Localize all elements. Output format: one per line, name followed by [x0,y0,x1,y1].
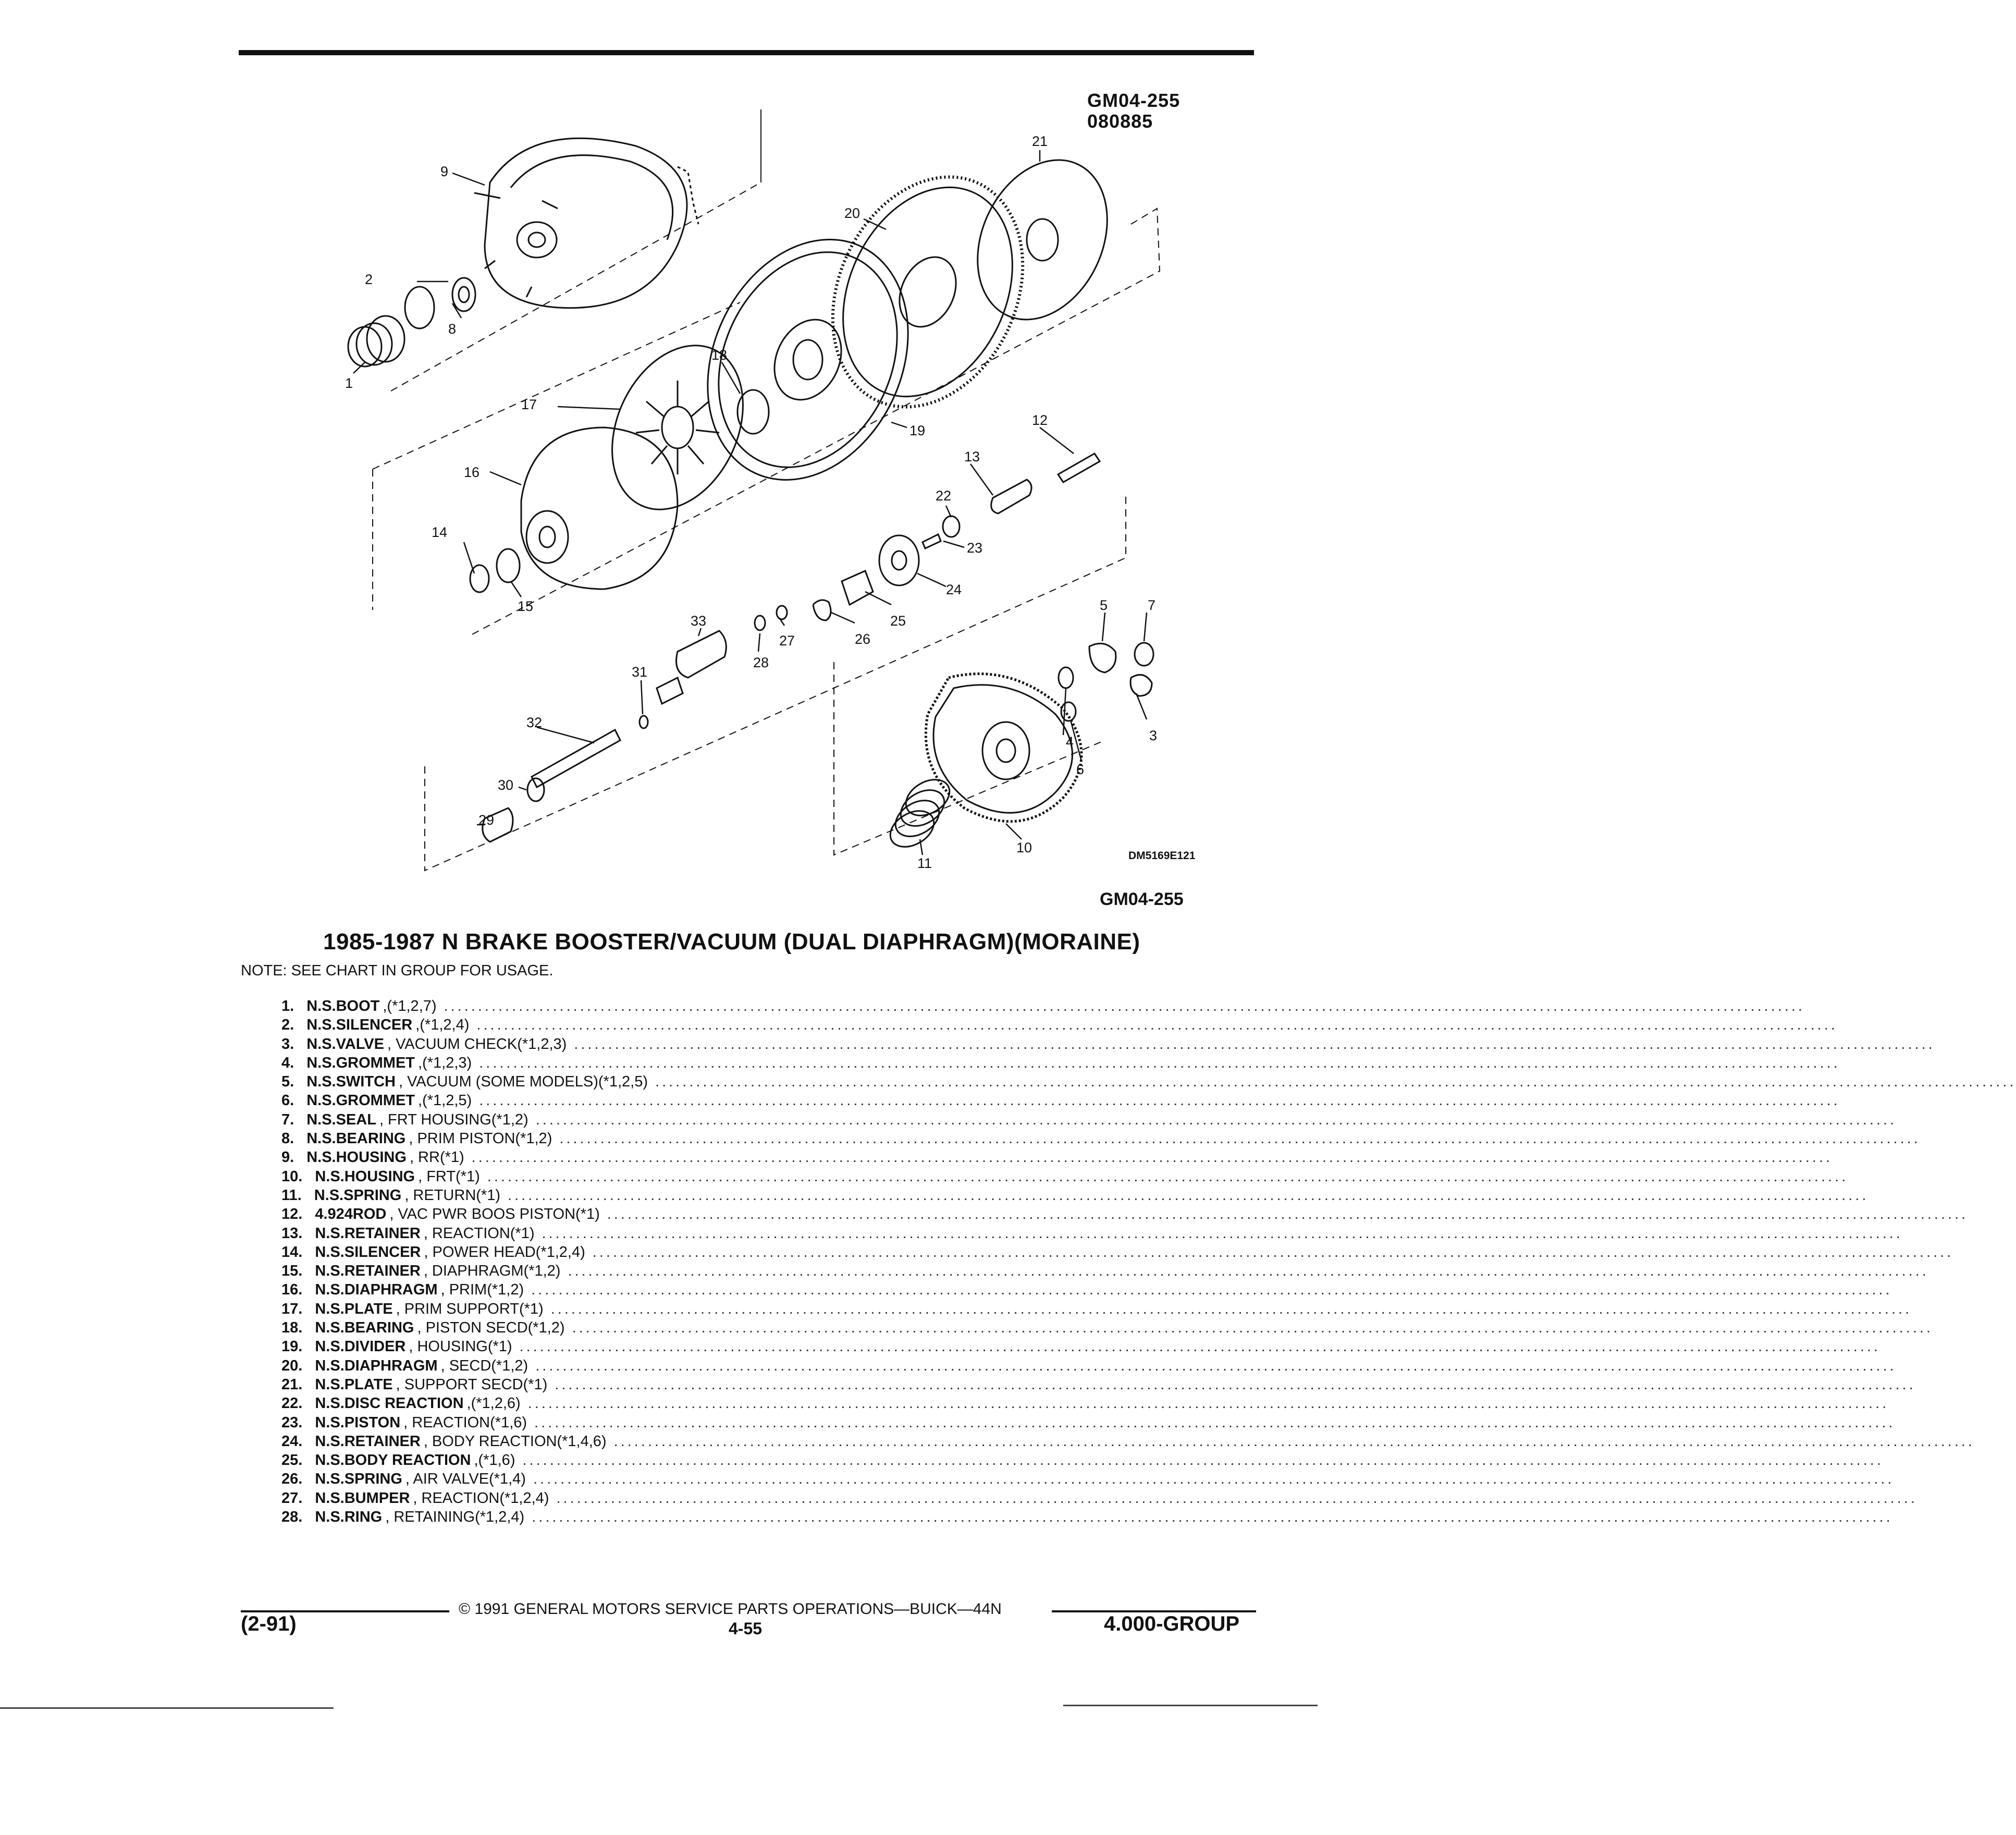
dot-leader: ........................................................................................................................................................................................................ [555,1376,1916,1393]
dot-leader: ........................................................................................................................................................................................................ [519,1338,1880,1355]
part-number: 12. [281,1206,303,1223]
part-price: N.S. [315,1376,345,1393]
part-price: N.S. [315,1225,345,1242]
part-number: 11. [281,1186,302,1204]
part-name: RING [344,1509,383,1526]
switch-drawing [1089,643,1116,672]
dot-leader: ........................................................................................................................................................................................................ [655,1073,2016,1091]
part-number: 21. [281,1376,303,1393]
part-name: BODY REACTION [344,1452,471,1469]
part-description: , REACTION(*1,6) [403,1414,527,1431]
part-row [281,1148,1833,1167]
callout-12: 12 [1032,412,1048,428]
callout-24: 24 [946,582,962,597]
seal-drawing [1135,643,1153,666]
dot-leader: ........................................................................................................................................................................................................ [444,998,1805,1014]
part-price: N.S. [315,1471,345,1488]
part-price: N.S. [306,1017,336,1034]
part-description: , AIR VALVE(*1,4) [405,1471,526,1488]
part-name: GROMMET [336,1054,415,1071]
part-row [281,1091,1840,1110]
dot-leader: ........................................................................................................................................................................................................ [534,1414,1896,1431]
callout-6: 6 [1076,762,1085,777]
callout-25: 25 [890,613,906,629]
dot-leader: ........................................................................................................................................................................................................ [613,1433,1975,1450]
part-price: N.S. [315,1243,345,1261]
part-price: N.S. [315,1281,345,1299]
callout-17: 17 [521,397,537,412]
dot-leader: ........................................................................................................................................................................................................ [532,1509,1893,1526]
part-row [281,1356,1897,1375]
usage-note: NOTE: SEE CHART IN GROUP FOR USAGE. [241,962,554,979]
callout-13: 13 [964,449,980,464]
callout-26: 26 [855,631,871,647]
part-name: BEARING [344,1319,414,1337]
part-number: 15. [281,1263,303,1280]
dot-leader: ........................................................................................................................................................................................................ [568,1263,1929,1280]
callout-15: 15 [518,598,534,614]
callout-31: 31 [632,664,648,680]
part-name: SEAL [336,1111,376,1128]
part-price: N.S. [306,998,336,1014]
part-description: ,(*1,2,7) [383,998,437,1014]
part-price: N.S. [306,1054,336,1071]
dot-leader: ........................................................................................................................................................................................................ [507,1186,1869,1204]
retaining-ring-drawing [755,616,765,630]
dot-leader: ........................................................................................................................................................................................................ [533,1471,1895,1488]
part-name: BEARING [336,1130,406,1147]
part-row [281,1451,1884,1470]
part-row [281,1262,1929,1280]
part-description: , RETURN(*1) [404,1186,500,1204]
dot-leader: ........................................................................................................................................................................................................ [531,1281,1892,1299]
part-description: ,(*1,2,6) [466,1395,521,1412]
part-row [281,1205,1969,1224]
part-name: GROMMET [336,1092,415,1109]
part-row [281,1413,1896,1432]
part-price: N.S. [315,1300,345,1317]
callout-10: 10 [1016,840,1032,855]
part-description: , PISTON SECD(*1,2) [417,1319,565,1337]
callout-33: 33 [691,613,707,629]
part-number: 13. [281,1225,303,1242]
callout-3: 3 [1149,728,1158,743]
part-price: N.S. [306,1149,336,1166]
part-name: SILENCER [336,1017,413,1034]
part-description: ,(*1,2,5) [418,1092,472,1109]
part-name: HOUSING [344,1168,415,1185]
part-row [281,1016,1838,1034]
part-name: PISTON [344,1414,401,1431]
part-description: , REACTION(*1) [423,1225,535,1242]
callout-18: 18 [711,347,728,363]
retainer-body-reaction-drawing [879,535,919,585]
part-description: , HOUSING(*1) [409,1338,512,1355]
callout-1: 1 [345,375,353,391]
callout-23: 23 [967,540,983,556]
callout-20: 20 [844,205,861,221]
part-number: 17. [281,1300,303,1317]
part-row [281,1337,1880,1356]
part-number: 19. [281,1338,303,1355]
bumper-drawing [777,606,787,619]
callout-14: 14 [432,524,448,540]
part-description: , VACUUM (SOME MODELS)(*1,2,5) [398,1073,648,1091]
rod-drawing [1058,454,1100,482]
retainer-diaphragm-drawing [497,549,520,582]
callout-7: 7 [1148,597,1156,613]
part-name: PLATE [344,1300,393,1317]
part-row [281,1375,1916,1394]
part-row [281,1280,1892,1299]
dot-leader: ........................................................................................................................................................................................................ [550,1300,1912,1317]
part-number: 10. [281,1168,303,1185]
part-price: N.S. [315,1509,345,1526]
silencer-small-drawing [527,778,544,801]
air-valve-spring-drawing [813,600,831,620]
part-row [281,1110,1897,1129]
part-number: 20. [281,1357,303,1374]
callout-16: 16 [464,464,480,480]
dot-leader: ........................................................................................................................................................................................................ [471,1149,1833,1166]
callout-8: 8 [448,321,457,337]
part-number: 24. [281,1433,303,1450]
dot-leader: ........................................................................................................................................................................................................ [559,1130,1921,1147]
dot-leader: ........................................................................................................................................................................................................ [607,1206,1969,1223]
exploded-parts-diagram [313,89,1230,886]
part-price: N.S. [315,1414,345,1431]
figure-code: GM04-255 [1100,889,1184,909]
callout-5: 5 [1100,597,1108,613]
part-price: N.S. [315,1433,345,1450]
part-description: , RR(*1) [409,1149,464,1166]
part-name: BOOT [336,998,380,1014]
part-row [281,1300,1912,1318]
callout-9: 9 [440,164,449,179]
scan-edge-line [1063,1705,1318,1706]
dot-leader: ........................................................................................................................................................................................................ [479,1092,1840,1109]
part-row [281,997,1805,1016]
callout-30: 30 [498,777,514,793]
part-name: RETAINER [344,1263,421,1280]
part-row [281,1035,1935,1054]
part-description: , RETAINING(*1,2,4) [385,1509,525,1526]
page-number: 4-55 [729,1619,763,1638]
part-description: ,(*1,6) [474,1452,515,1469]
dot-leader: ........................................................................................................................................................................................................ [527,1395,1889,1412]
top-rule [239,50,1254,55]
part-description: , SUPPORT SECD(*1) [396,1376,548,1393]
callout-19: 19 [909,423,926,438]
callout-2: 2 [365,272,373,287]
part-number: 25. [281,1452,303,1469]
part-number: 6. [281,1092,294,1109]
callout-21: 21 [1032,133,1048,149]
part-price: N.S. [306,1111,336,1128]
rear-housing-drawing [474,138,698,308]
part-number: 26. [281,1471,303,1488]
dot-leader: ........................................................................................................................................................................................................ [487,1168,1849,1185]
dot-leader: ........................................................................................................................................................................................................ [572,1319,1933,1337]
part-description: , VACUUM CHECK(*1,2,3) [387,1035,567,1053]
part-price: N.S. [314,1186,344,1204]
part-number: 23. [281,1414,303,1431]
callout-29: 29 [478,812,495,828]
reaction-retainer-drawing [991,480,1031,513]
callout-28: 28 [753,655,769,670]
part-description: , PRIM PISTON(*1,2) [409,1130,552,1147]
grommet-4-drawing [1059,667,1073,688]
part-number: 3. [281,1035,294,1053]
part-description: , FRT HOUSING(*1,2) [379,1111,528,1128]
part-name: RETAINER [344,1433,421,1450]
part-row [281,1508,1893,1526]
scan-edge-line [0,1707,334,1709]
part-row [281,1224,1903,1243]
part-row [281,1129,1921,1148]
header-date: 080885 [1087,111,1153,132]
part-row [281,1432,1975,1451]
part-description: , PRIM SUPPORT(*1) [396,1300,544,1317]
part-name: DIAPHRAGM [344,1357,438,1374]
callout-22: 22 [936,488,952,504]
part-price: N.S. [315,1489,345,1507]
part-number: 8. [281,1130,294,1147]
part-row [281,1167,1849,1186]
part-price: N.S. [306,1130,336,1147]
part-number: 28. [281,1509,303,1526]
part-number: 1. [281,998,294,1014]
part-number: 16. [281,1281,303,1299]
part-price: N.S. [315,1395,345,1412]
part-name: SPRING [344,1471,402,1488]
dot-leader: ........................................................................................................................................................................................................ [542,1225,1903,1242]
part-description: , POWER HEAD(*1,2,4) [424,1243,585,1261]
body-reaction-drawing [842,571,873,605]
piston-reaction-drawing [923,534,941,548]
part-description: , REACTION(*1,2,4) [413,1489,549,1507]
part-row [281,1470,1895,1488]
copyright-line: © 1991 GENERAL MOTORS SERVICE PARTS OPERATIONS—BUICK—44N [459,1600,1002,1618]
front-housing-drawing [926,674,1081,822]
part-number: 5. [281,1073,294,1091]
part-number: 18. [281,1319,303,1337]
part-number: 22. [281,1395,303,1412]
part-number: 7. [281,1111,294,1128]
part-price: 4.924 [315,1206,353,1223]
part-number: 4. [281,1054,294,1071]
part-description: , DIAPHRAGM(*1,2) [423,1263,561,1280]
dot-leader: ........................................................................................................................................................................................................ [535,1357,1897,1374]
dot-leader: ........................................................................................................................................................................................................ [522,1452,1884,1469]
part-description: ,(*1,2,4) [415,1017,470,1034]
callout-32: 32 [526,715,543,730]
part-row [281,1072,2016,1091]
callout-11: 11 [917,855,932,871]
part-name: DIVIDER [344,1338,406,1355]
part-price: N.S. [315,1452,345,1469]
part-description: , VAC PWR BOOS PISTON(*1) [389,1206,600,1223]
part-price: N.S. [315,1319,345,1337]
dot-leader: ........................................................................................................................................................................................................ [556,1489,1917,1507]
secondary-diaphragm-drawing [797,139,1132,438]
part-row [281,1318,1933,1337]
part-name: SILENCER [344,1243,421,1261]
part-description: , PRIM(*1,2) [440,1281,524,1299]
part-row [281,1394,1889,1413]
part-description: , BODY REACTION(*1,4,6) [423,1433,607,1450]
part-name: PLATE [344,1376,393,1393]
part-row [281,1243,1954,1262]
part-name: ROD [352,1206,387,1223]
part-price: N.S. [306,1092,336,1109]
part-name: DIAPHRAGM [344,1281,438,1299]
part-row [281,1489,1917,1508]
part-name: SWITCH [336,1073,396,1091]
part-name: BUMPER [344,1489,410,1507]
dot-leader: ........................................................................................................................................................................................................ [592,1243,1954,1261]
part-number: 14. [281,1243,303,1261]
callout-4: 4 [1066,734,1074,750]
check-valve-drawing [1130,675,1152,696]
part-price: N.S. [306,1073,336,1091]
primary-diaphragm-drawing [521,427,678,589]
part-name: DISC REACTION [344,1395,464,1412]
part-name: SPRING [343,1186,402,1204]
part-price: N.S. [306,1035,336,1053]
revision-date: (2-91) [241,1612,297,1635]
diagram-code: DM5169E121 [1128,850,1196,862]
part-name: RETAINER [344,1225,421,1242]
part-price: N.S. [315,1263,345,1280]
parts-list [281,997,2016,1526]
part-price: N.S. [315,1357,345,1374]
part-description: , FRT(*1) [418,1168,480,1185]
part-name: HOUSING [336,1149,407,1166]
group-number: 4.000-GROUP [1104,1612,1240,1635]
callout-27: 27 [779,633,795,649]
part-price: N.S. [315,1168,345,1185]
dot-leader: ........................................................................................................................................................................................................ [574,1035,1935,1053]
part-price: N.S. [315,1338,345,1355]
dot-leader: ........................................................................................................................................................................................................ [535,1111,1897,1128]
page-title: 1985-1987 N BRAKE BOOSTER/VACUUM (DUAL DIAPHRAGM)(MORAINE) [323,929,1140,955]
dot-leader: ........................................................................................................................................................................................................ [476,1017,1838,1034]
part-number: 27. [281,1489,303,1507]
part-row [281,1186,1869,1205]
part-name: VALVE [336,1035,384,1053]
part-number: 2. [281,1017,294,1034]
header-code: GM04-255 [1087,90,1181,111]
part-number: 9. [281,1149,294,1166]
part-description: , SECD(*1,2) [440,1357,528,1374]
disc-reaction-drawing [943,516,960,537]
valve-body-drawing [677,631,727,678]
small-ring-drawing [640,716,648,728]
part-description: ,(*1,2,3) [418,1054,472,1071]
boot-silencer-bearing-drawing [348,278,475,366]
part-row [281,1054,1840,1072]
dot-leader: ........................................................................................................................................................................................................ [479,1054,1840,1071]
